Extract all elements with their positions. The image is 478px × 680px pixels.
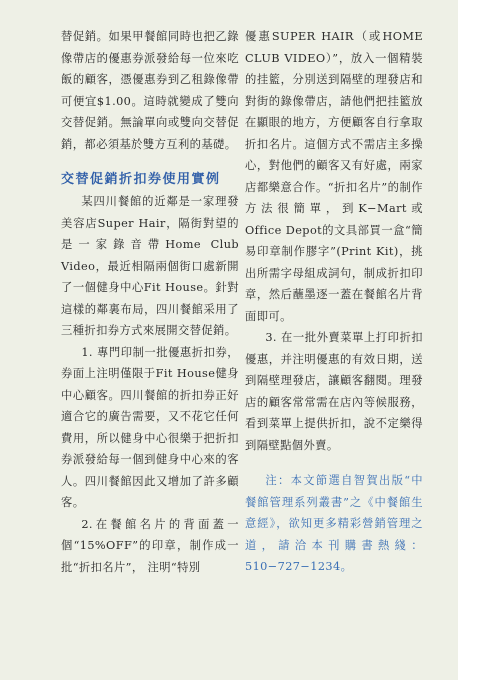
left-paragraph-3: 1. 專門印制一批優惠折扣券，券面上注明僅限于Fit House健身中心顧客。四川餐館的折扣券正好適合它的廣告需要，又不花它任何費用，所以健身中心很樂于把折扣券派發給每一個到健身中心來的客人。四川餐館因此又增加了許多顧客。 [61,345,239,509]
right-column [245,26,423,578]
left-paragraph-2: 某四川餐館的近鄰是一家理發美容店Super Hair，隔街對望的是一家錄音帶Home Club Video，最近相隔兩個街口處新開了一個健身中心Fit House。針對這樣的鄰裏布局，四川餐館采用了三種折扣券方式來展開交替促銷。 [61,195,239,337]
source-note: 注：本文節選自智賀出版“中餐館管理系列叢書”之《中餐館生意經》，欲知更多精彩營銷管理之道，請洽本刊購書熱綫：510−727−1234。 [245,474,423,573]
right-paragraph-1: 優惠SUPER HAIR（或HOME CLUB VIDEO）”，放入一個精裝的挂籃，分別送到隔壁的理發店和對街的錄像帶店，請他們把挂籃放在顯眼的地方，方便顧客自行拿取折扣名片。這個方式不需店主多操心，對他們的顧客又有好處，兩家店都樂意合作。“折扣名片”的制作方法很簡單，到K−Mart或Office Depot的文具部買一盒“簡易印章制作膠字”(Print Kit)，挑出所需字母組成詞句，制成折扣印章，然后蘸墨逐一蓋在餐館名片背面即可。 [245,30,423,323]
left-column [61,26,239,578]
section-heading: 交替促銷折扣券使用實例 [61,172,221,187]
left-paragraph-1: 替促銷。如果甲餐館同時也把乙錄像帶店的優惠券派發給每一位來吃飯的顧客，憑優惠券到乙租錄像帶可便宜$1.00。這時就變成了雙向交替促銷。無論單向或雙向交替促銷，都必須基於雙方互利的基礎。 [61,30,239,151]
left-paragraph-4: 2.在餐館名片的背面蓋一個“15%OFF”的印章，制作成一批“折扣名片”， 注明“特別 [61,517,239,574]
page-margin-strip [458,0,478,680]
right-paragraph-2: 3. 在一批外賣菜單上打印折扣優惠，并注明優惠的有效日期，送到隔壁理發店，讓顧客翻閱。理發店的顧客常常需在店內等候服務，看到菜單上提供折扣，說不定樂得到隔壁點個外賣。 [245,331,423,452]
